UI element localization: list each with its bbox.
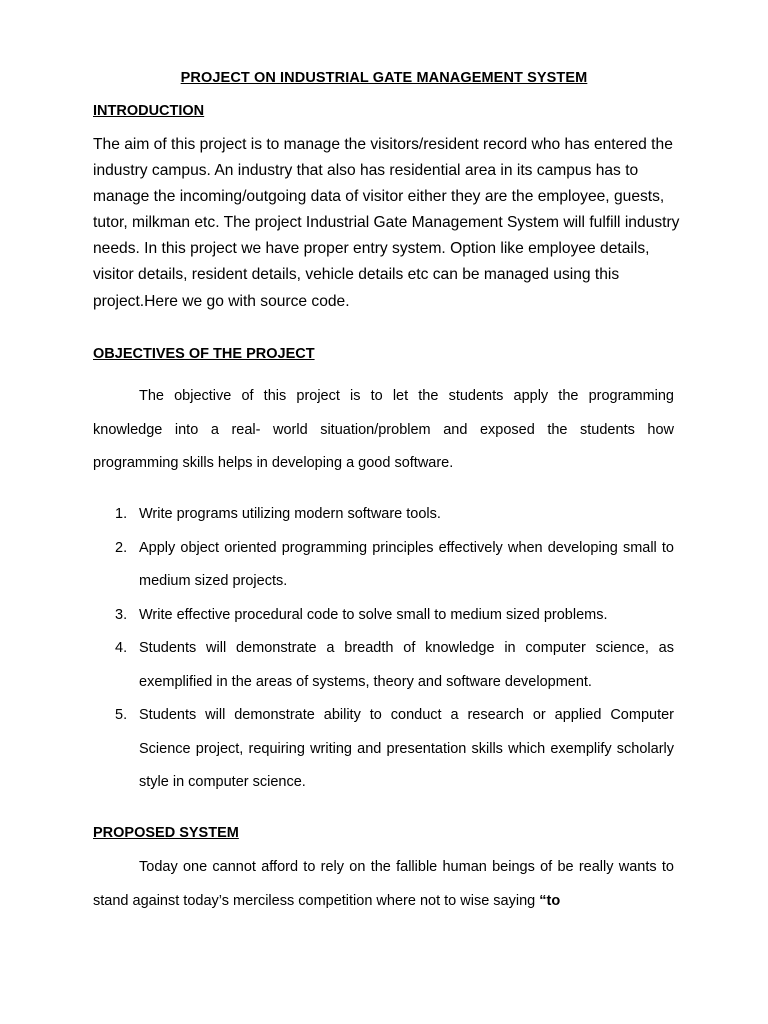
introduction-paragraph: The aim of this project is to manage the visitors/resident record who has entered the industry campus. An industry that also has residential area in its campus has to manage the incoming/outgoing data of visitor either they are the employee, guests, tutor, milkman etc. The project Industrial Gate Management System will fulfill industry needs. In this project we have proper entry system. Option like employee details, visitor details, resident details, vehicle details etc can be managed using this project.Here we go with source code. <box>93 136 680 310</box>
list-item-number: 2. <box>115 539 128 556</box>
list-item <box>93 632 674 699</box>
objectives-paragraph: The objective of this project is to let the students apply the programming knowledge into a real- world situation/problem and exposed the students how programming skills helps in developing a good software. <box>93 388 674 471</box>
introduction-heading: INTRODUCTION <box>93 103 205 119</box>
list-item <box>93 498 674 532</box>
objectives-list <box>93 498 674 800</box>
list-item-text: Students will demonstrate ability to conduct a research or applied Computer Science project, requiring writing and presentation skills which exemplify scholarly style in computer science. <box>139 707 674 790</box>
list-item-number: 4. <box>115 640 128 656</box>
list-item-number: 1. <box>115 506 128 522</box>
list-item-number: 3. <box>115 606 128 623</box>
list-item <box>93 599 674 633</box>
objectives-heading: OBJECTIVES OF THE PROJECT <box>93 346 315 362</box>
proposed-system-heading: PROPOSED SYSTEM <box>93 825 239 841</box>
list-item-text: Write programs utilizing modern software tools. <box>139 506 441 522</box>
list-item-number: 5. <box>115 707 128 723</box>
list-item-text: Write effective procedural code to solve small to medium sized problems. <box>139 606 608 623</box>
proposed-system-paragraph <box>93 851 674 918</box>
proposed-system-quote: “to <box>539 892 561 909</box>
proposed-system-text: Today one cannot afford to rely on the fallible human beings of be really wants to stand against today’s merciless competition where not to wise saying <box>93 859 674 909</box>
list-item-text: Students will demonstrate a breadth of knowledge in computer science, as exemplified in the areas of systems, theory and software development. <box>139 640 674 690</box>
list-item <box>93 532 674 599</box>
document-title: PROJECT ON INDUSTRIAL GATE MANAGEMENT SYSTEM <box>180 70 588 86</box>
list-item <box>93 699 674 800</box>
list-item-text: Apply object oriented programming principles effectively when developing small to medium sized projects. <box>139 539 674 589</box>
